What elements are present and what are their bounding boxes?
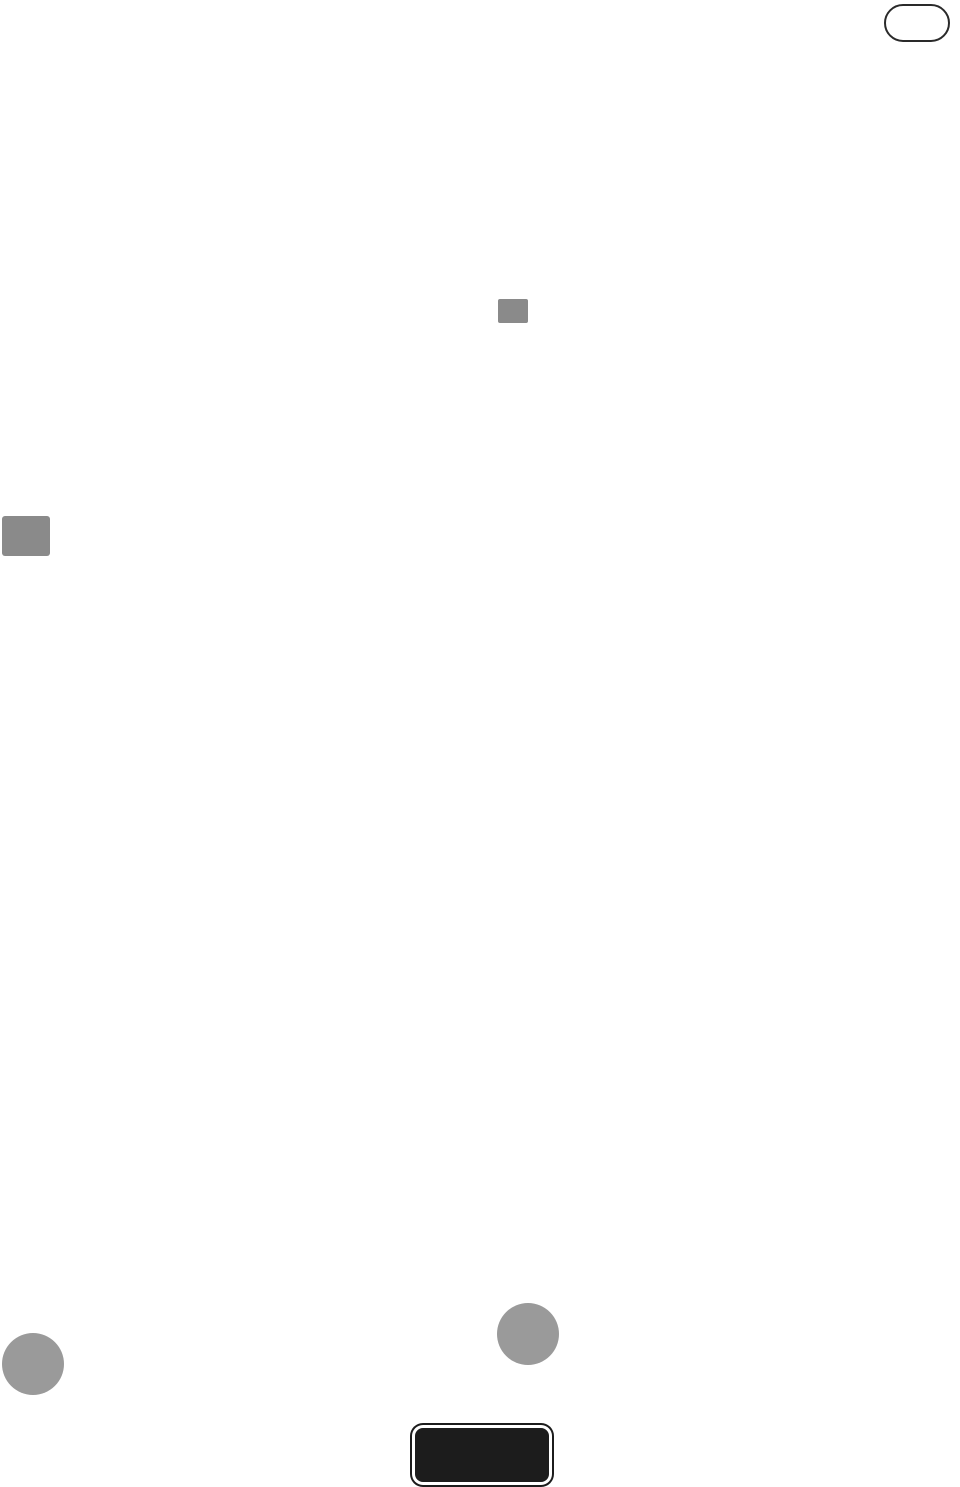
language-badge bbox=[884, 4, 950, 42]
warning-icon bbox=[2, 1333, 64, 1395]
figure-ref-badge bbox=[2, 516, 50, 556]
warning-icon-right bbox=[497, 1303, 559, 1365]
float-switch-intro bbox=[496, 299, 530, 333]
intro-line-1 bbox=[496, 299, 530, 333]
figure-a-ref-badge bbox=[498, 299, 528, 323]
florabest-logo bbox=[415, 1428, 549, 1482]
